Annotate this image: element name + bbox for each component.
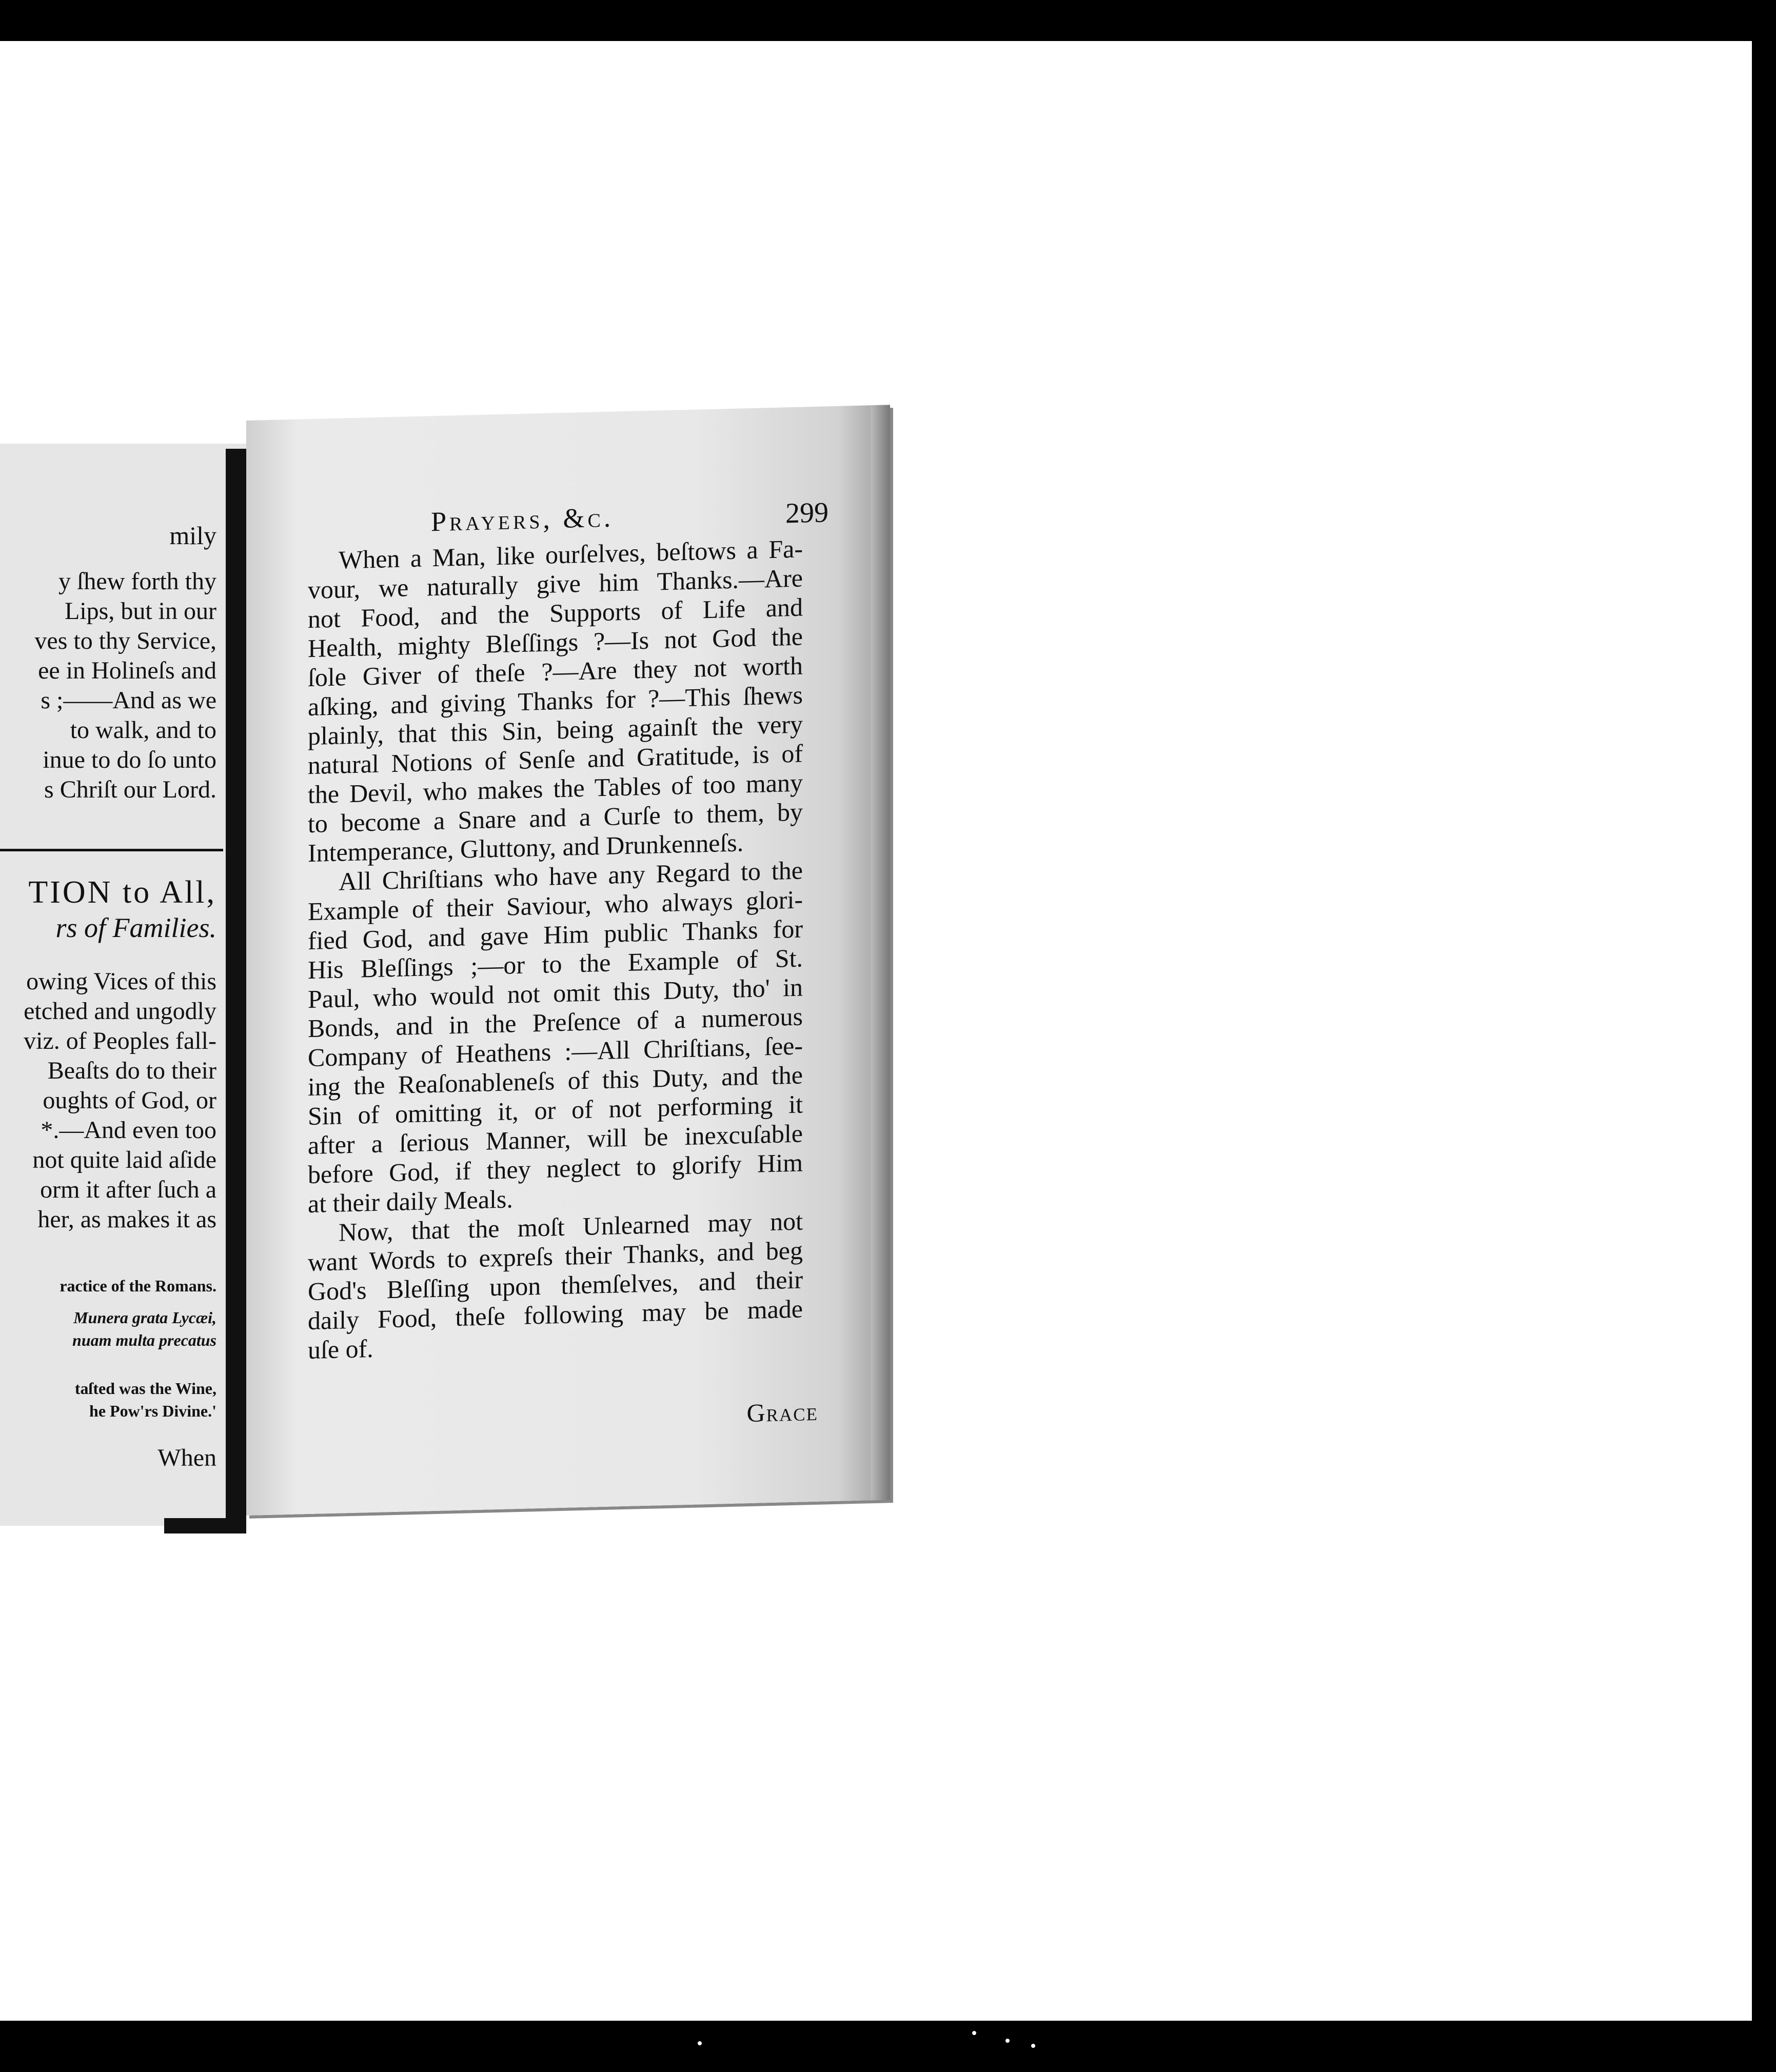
text-line: Company of Heathens :—All Chriſtians, ſee- [308,1031,803,1072]
left-line: s ;——And as we [41,687,216,714]
text-line: All Chriſtians who have any Regard to the [339,855,803,896]
footnote-line: ractice of the Romans. [60,1277,216,1295]
left-line: s Chriſt our Lord. [44,776,216,803]
left-section-heading: TION to All, [28,875,216,910]
left-line: ves to thy Service, [34,627,216,654]
text-line: after a ſerious Manner, will be inexcuſable [308,1119,803,1160]
left-line: her, as makes it as [37,1206,216,1233]
text-line: Sin of omitting it, or of not performing it [308,1089,803,1131]
left-line: etched and ungodly [24,998,216,1025]
text-line: plainly, that this Sin, being againſt the very [308,709,803,751]
left-line: Lips, but in our [65,597,216,625]
left-line: to walk, and to [70,716,216,744]
text-line: Paul, who would not omit this Duty, tho' in [308,972,803,1014]
footnote-line: taſted was the Wine, [74,1379,216,1398]
text-line: Bonds, and in the Preſence of a numerous [308,1002,803,1043]
footnote-line: nuam multa precatus [72,1331,216,1349]
left-line: oughts of God, or [43,1087,216,1114]
text-line: aſking, and giving Thanks for ?—This ſhews [308,680,803,722]
catchword: Grace [746,1397,818,1428]
text-line: His Bleſſings ;—or to the Example of St. [308,943,803,985]
footnote-line: he Pow'rs Divine.' [89,1402,216,1420]
right-page [246,405,890,1516]
left-line: *.—And even too [41,1117,216,1144]
text-line: Intemperance, Gluttony, and Drunkenneſs. [308,828,744,868]
left-line: viz. of Peoples fall- [24,1027,216,1054]
left-line: Beaſts do to their [47,1057,216,1084]
text-line: to become a Snare and a Curſe to them, by [308,797,803,839]
text-line: ſole Giver of theſe ?—Are they not worth [308,651,803,692]
left-line: owing Vices of this [26,968,216,995]
page-edge [871,405,890,1500]
left-line: orm it after ſuch a [40,1176,216,1203]
left-section-subheading: rs of Families. [55,912,216,943]
left-line: y ſhew forth thy [58,568,216,595]
left-line: not quite laid aſide [32,1146,216,1173]
text-line: Now, that the moſt Unlearned may not [339,1206,803,1247]
text-line: Health, mighty Bleſſings ?—Is not God the [308,622,803,663]
gutter-shadow [164,1518,246,1533]
text-line: daily Food, theſe following may be made [308,1294,803,1336]
left-page [0,444,246,1526]
left-running-head: mily [169,521,216,550]
section-rule [0,849,223,851]
text-line: before God, if they neglect to glorify Him [308,1148,803,1189]
text-line: at their daily Meals. [308,1184,513,1219]
footnote-line: Munera grata Lycæi, [73,1308,216,1327]
text-line: God's Bleſſing upon themſelves, and their [308,1265,803,1306]
text-line: the Devil, who makes the Tables of too many [308,768,803,809]
text-line: not Food, and the Supports of Life and [308,592,803,634]
page-number: 299 [785,496,828,530]
text-line: Example of their Saviour, who always glori- [308,885,803,926]
scan-border-bottom [0,2021,1776,2072]
text-line: fied God, and gave Him public Thanks for [308,914,803,955]
text-line: ing the Reaſonableneſs of this Duty, and the [308,1060,803,1102]
text-line: want Words to expreſs their Thanks, and beg [308,1236,803,1277]
left-line: ee in Holineſs and [38,657,216,684]
text-line: natural Notions of Senſe and Gratitude, is of [308,739,803,780]
left-line: inue to do ſo unto [43,746,216,773]
text-line: When a Man, like ourſelves, beſtows a Fa- [339,534,803,574]
body-text [308,534,803,1365]
left-catchword: When [157,1444,216,1471]
running-head-title: Prayers, &c. [431,502,614,537]
text-line: uſe of. [308,1333,373,1365]
scan-border-right [1752,0,1776,2072]
book-gutter [226,449,246,1533]
text-line: vour, we naturally give him Thanks.—Are [308,563,803,605]
